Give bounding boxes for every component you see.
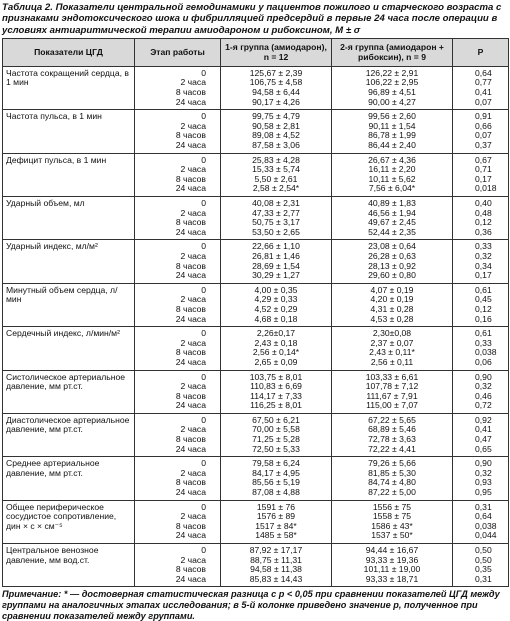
stage-value: 24 часа [175, 226, 206, 237]
stage-value: 24 часа [175, 270, 206, 281]
group1-cell [221, 327, 332, 370]
p-value: 0,12 [475, 217, 492, 228]
group1-value: 47,33 ± 2,77 [252, 207, 300, 218]
parameter-name: Центральное венозное давление, мм вод.ст. [3, 544, 135, 587]
group2-value: 96,89 ± 4,51 [368, 87, 416, 98]
group2-value: 7,56 ± 6,04* [368, 183, 416, 194]
table-row [3, 240, 509, 283]
group2-value: 90,11 ± 1,54 [368, 120, 416, 131]
stage-value: 2 часа [180, 511, 206, 522]
group2-cell [332, 457, 453, 500]
group2-cell [332, 197, 453, 240]
p-value: 0,12 [475, 303, 492, 314]
p-value: 0,64 [475, 511, 492, 522]
parameter-name: Частота пульса, в 1 мин [3, 110, 135, 153]
p-value: 0,038 [475, 520, 497, 531]
group1-cell [221, 370, 332, 413]
stage-value: 2 часа [180, 250, 206, 261]
p-value: 0,31 [475, 501, 492, 512]
group2-value: 106,22 ± 2,95 [365, 77, 419, 88]
stage-value: 2 часа [180, 381, 206, 392]
parameter-name: Общее периферическое сосудистое сопротивление, дин × с × см⁻⁵ [3, 500, 135, 543]
group1-value: 94,58 ± 6,44 [252, 87, 300, 98]
group2-value: 16,11 ± 2,20 [368, 164, 416, 175]
stage-value: 0 [201, 458, 206, 469]
p-value: 0,33 [475, 241, 492, 252]
group1-value: 2,43 ± 0,18 [254, 337, 298, 348]
group1-cell [221, 153, 332, 196]
group1-value: 85,56 ± 5,19 [252, 477, 300, 488]
p-value: 0,95 [475, 487, 492, 498]
group2-value: 103,33 ± 6,61 [365, 371, 419, 382]
group2-cell [332, 283, 453, 326]
table-row [3, 153, 509, 196]
parameter-name: Сердечный индекс, л/мин/м² [3, 327, 135, 370]
group2-cell [332, 500, 453, 543]
stage-cell [135, 457, 221, 500]
group2-value: 67,22 ± 5,65 [368, 414, 416, 425]
parameter-name: Систолическое артериальное давление, мм рт.ст. [3, 370, 135, 413]
group2-value: 2,56 ± 0,11 [370, 356, 414, 367]
group2-value: 52,44 ± 2,35 [368, 226, 416, 237]
group1-cell [221, 197, 332, 240]
p-value: 0,07 [475, 96, 492, 107]
stage-cell [135, 110, 221, 153]
stage-value: 0 [201, 545, 206, 556]
group2-value: 2,30±0,08 [372, 328, 412, 339]
group1-value: 4,00 ± 0,35 [254, 284, 298, 295]
group2-value: 29,60 ± 0,80 [368, 270, 416, 281]
p-value: 0,92 [475, 414, 492, 425]
stage-value: 8 часов [175, 173, 206, 184]
group1-value: 28,69 ± 1,54 [252, 260, 300, 271]
table-row [3, 66, 509, 109]
stage-value: 8 часов [175, 303, 206, 314]
table-row [3, 500, 509, 543]
stage-value: 24 часа [175, 400, 206, 411]
group2-cell [332, 153, 453, 196]
table-row [3, 370, 509, 413]
group1-value: 25,83 ± 4,28 [252, 154, 300, 165]
stage-value: 24 часа [175, 356, 206, 367]
stage-value: 8 часов [175, 130, 206, 141]
stage-value: 0 [201, 67, 206, 78]
p-value: 0,35 [475, 564, 492, 575]
parameter-name: Минутный объем сердца, л/мин [3, 283, 135, 326]
p-value: 0,32 [475, 381, 492, 392]
stage-value: 2 часа [180, 337, 206, 348]
group2-cell [332, 413, 453, 456]
stage-value: 24 часа [175, 530, 206, 541]
header-p: P [453, 38, 509, 66]
p-cell [453, 457, 509, 500]
group1-value: 1591 ± 76 [256, 501, 296, 512]
parameter-name: Дефицит пульса, в 1 мин [3, 153, 135, 196]
p-cell [453, 327, 509, 370]
group2-cell [332, 544, 453, 587]
stage-value: 0 [201, 328, 206, 339]
group2-value: 4,53 ± 0,28 [370, 313, 414, 324]
group1-cell [221, 66, 332, 109]
group1-value: 114,17 ± 7,33 [250, 390, 302, 401]
p-value: 0,90 [475, 458, 492, 469]
header-stage: Этап работы [135, 38, 221, 66]
group2-value: 4,20 ± 0,19 [370, 294, 414, 305]
group1-value: 71,25 ± 5,28 [252, 434, 300, 445]
stage-cell [135, 413, 221, 456]
stage-value: 0 [201, 154, 206, 165]
table-row [3, 327, 509, 370]
group2-value: 87,22 ± 5,00 [368, 487, 416, 498]
p-value: 0,018 [475, 183, 497, 194]
stage-value: 24 часа [175, 487, 206, 498]
group2-value: 26,67 ± 4,36 [368, 154, 416, 165]
group2-value: 1586 ± 43* [371, 520, 413, 531]
p-cell [453, 283, 509, 326]
group2-value: 86,44 ± 2,40 [368, 140, 416, 151]
group1-value: 26,81 ± 1,46 [252, 250, 300, 261]
p-value: 0,044 [475, 530, 497, 541]
p-cell [453, 544, 509, 587]
header-param: Показатели ЦГД [3, 38, 135, 66]
group1-value: 87,92 ± 17,17 [249, 545, 303, 556]
stage-value: 0 [201, 414, 206, 425]
group2-value: 1558 ± 75 [372, 511, 412, 522]
p-value: 0,67 [475, 154, 492, 165]
group2-value: 23,08 ± 0,64 [368, 241, 416, 252]
group1-value: 72,50 ± 5,33 [252, 443, 300, 454]
group1-value: 90,17 ± 4,26 [252, 96, 300, 107]
group1-value: 103,75 ± 8,01 [249, 371, 303, 382]
group2-value: 40,89 ± 1,83 [368, 198, 416, 209]
stage-value: 8 часов [175, 434, 206, 445]
group1-value: 50,75 ± 3,17 [252, 217, 300, 228]
p-value: 0,65 [475, 443, 492, 454]
p-value: 0,72 [475, 400, 492, 411]
stage-value: 0 [201, 284, 206, 295]
header-group2: 2-я группа (амиодарон + рибоксин), n = 9 [332, 38, 453, 66]
group2-cell [332, 110, 453, 153]
group1-value: 40,08 ± 2,31 [252, 198, 300, 209]
p-value: 0,33 [475, 337, 492, 348]
p-value: 0,61 [475, 328, 492, 339]
group2-value: 2,43 ± 0,11* [369, 347, 415, 358]
parameter-name: Ударный объем, мл [3, 197, 135, 240]
table-row [3, 544, 509, 587]
group2-value: 1556 ± 75 [372, 501, 412, 512]
stage-value: 2 часа [180, 554, 206, 565]
stage-value: 2 часа [180, 467, 206, 478]
stage-cell [135, 500, 221, 543]
table-row [3, 110, 509, 153]
parameter-name: Частота сокращений сердца, в 1 мин [3, 66, 135, 109]
group2-value: 84,74 ± 4,80 [368, 477, 416, 488]
group1-value: 94,58 ± 11,38 [250, 564, 302, 575]
p-value: 0,50 [475, 554, 492, 565]
group2-value: 99,56 ± 2,60 [368, 111, 416, 122]
table-row [3, 457, 509, 500]
p-value: 0,41 [475, 424, 492, 435]
parameter-name: Диастолическое артериальное давление, мм рт.ст. [3, 413, 135, 456]
group1-value: 106,75 ± 4,58 [249, 77, 303, 88]
p-value: 0,16 [475, 313, 492, 324]
group2-value: 46,56 ± 1,94 [368, 207, 416, 218]
group1-value: 4,29 ± 0,33 [254, 294, 298, 305]
group1-value: 15,33 ± 5,74 [252, 164, 300, 175]
group1-value: 125,67 ± 2,39 [249, 67, 303, 78]
group2-value: 93,33 ± 19,36 [365, 554, 419, 565]
group1-value: 2,58 ± 2,54* [252, 183, 300, 194]
stage-value: 0 [201, 371, 206, 382]
stage-value: 0 [201, 111, 206, 122]
p-value: 0,41 [475, 87, 492, 98]
stage-value: 8 часов [175, 347, 206, 358]
group2-value: 79,26 ± 5,66 [368, 458, 416, 469]
stage-value: 24 часа [175, 96, 206, 107]
group1-value: 1517 ± 84* [255, 520, 297, 531]
p-value: 0,36 [475, 226, 492, 237]
group1-value: 90,58 ± 2,81 [252, 120, 300, 131]
p-value: 0,06 [475, 356, 492, 367]
p-value: 0,90 [475, 371, 492, 382]
stage-value: 8 часов [175, 477, 206, 488]
group2-value: 93,33 ± 18,71 [365, 573, 419, 584]
group1-value: 22,66 ± 1,10 [252, 241, 300, 252]
group1-value: 110,83 ± 6,69 [250, 381, 302, 392]
group2-value: 94,44 ± 16,67 [365, 545, 419, 556]
stage-value: 24 часа [175, 443, 206, 454]
table-row [3, 413, 509, 456]
group1-value: 116,25 ± 8,01 [250, 400, 302, 411]
table-row [3, 197, 509, 240]
p-value: 0,50 [475, 545, 492, 556]
group1-value: 1576 ± 89 [256, 511, 296, 522]
stage-value: 2 часа [180, 120, 206, 131]
stage-value: 24 часа [175, 183, 206, 194]
group2-cell [332, 240, 453, 283]
group1-value: 53,50 ± 2,65 [252, 226, 300, 237]
group1-value: 87,58 ± 3,06 [252, 140, 300, 151]
group2-value: 72,22 ± 4,41 [368, 443, 416, 454]
p-value: 0,32 [475, 250, 492, 261]
stage-cell [135, 370, 221, 413]
p-value: 0,40 [475, 198, 492, 209]
p-value: 0,47 [475, 434, 492, 445]
header-group1: 1-я группа (амиодарон), n = 12 [221, 38, 332, 66]
stage-cell [135, 66, 221, 109]
p-value: 0,038 [475, 347, 497, 358]
stage-cell [135, 544, 221, 587]
stage-cell [135, 197, 221, 240]
p-value: 0,46 [475, 390, 492, 401]
stage-cell [135, 283, 221, 326]
group2-value: 126,22 ± 2,91 [365, 67, 419, 78]
group2-value: 90,00 ± 4,27 [368, 96, 416, 107]
stage-value: 8 часов [175, 520, 206, 531]
group2-value: 1537 ± 50* [371, 530, 413, 541]
group1-value: 67,50 ± 6,21 [252, 414, 300, 425]
p-value: 0,71 [475, 164, 492, 175]
group2-value: 4,31 ± 0,28 [370, 303, 414, 314]
group1-cell [221, 500, 332, 543]
group2-value: 2,37 ± 0,07 [370, 337, 414, 348]
stage-value: 8 часов [175, 217, 206, 228]
stage-value: 2 часа [180, 294, 206, 305]
group1-value: 99,75 ± 4,79 [252, 111, 300, 122]
group1-value: 5,50 ± 2,61 [254, 173, 298, 184]
p-value: 0,07 [475, 130, 492, 141]
group2-value: 72,78 ± 3,63 [368, 434, 416, 445]
parameter-name: Среднее артериальное давление, мм рт.ст. [3, 457, 135, 500]
group2-value: 4,07 ± 0,19 [370, 284, 414, 295]
group2-cell [332, 66, 453, 109]
group1-value: 1485 ± 58* [255, 530, 297, 541]
group1-value: 2,56 ± 0,14* [252, 347, 300, 358]
stage-value: 0 [201, 241, 206, 252]
stage-value: 8 часов [175, 87, 206, 98]
group1-value: 2,26±0,17 [256, 328, 296, 339]
stage-value: 8 часов [175, 260, 206, 271]
header-row [3, 38, 509, 66]
stage-value: 2 часа [180, 164, 206, 175]
group1-value: 79,58 ± 6,24 [252, 458, 300, 469]
group1-cell [221, 457, 332, 500]
p-value: 0,45 [475, 294, 492, 305]
p-cell [453, 66, 509, 109]
group1-value: 87,08 ± 4,88 [252, 487, 300, 498]
group1-value: 70,00 ± 5,58 [252, 424, 300, 435]
group2-value: 49,67 ± 2,45 [368, 217, 416, 228]
group2-value: 107,78 ± 7,12 [365, 381, 419, 392]
group1-value: 30,29 ± 1,27 [252, 270, 300, 281]
p-value: 0,34 [475, 260, 492, 271]
stage-cell [135, 327, 221, 370]
p-value: 0,17 [475, 270, 492, 281]
p-value: 0,31 [475, 573, 492, 584]
stage-cell [135, 153, 221, 196]
table-note: Примечание: * — достоверная статистическая разница с p < 0,05 при сравнении показателей ЦГД между группами на аналогичных этапах исследования; в 5-й колонке приведено значение p, полученное при сравнении показателей между группами. [2, 589, 500, 621]
group1-value: 2,65 ± 0,09 [254, 356, 298, 367]
stage-value: 24 часа [175, 140, 206, 151]
p-cell [453, 110, 509, 153]
group1-cell [221, 544, 332, 587]
group1-value: 88,75 ± 11,31 [250, 554, 302, 565]
group2-value: 111,67 ± 7,91 [366, 390, 418, 401]
group1-value: 89,08 ± 4,52 [252, 130, 300, 141]
group2-value: 86,78 ± 1,99 [368, 130, 416, 141]
group1-cell [221, 240, 332, 283]
p-value: 0,91 [475, 111, 492, 122]
p-value: 0,64 [475, 67, 492, 78]
group1-value: 4,52 ± 0,29 [254, 303, 298, 314]
group2-cell [332, 370, 453, 413]
group2-value: 26,28 ± 0,63 [368, 250, 416, 261]
p-cell [453, 197, 509, 240]
p-cell [453, 370, 509, 413]
group2-value: 101,11 ± 19,00 [363, 564, 421, 575]
stage-value: 2 часа [180, 77, 206, 88]
group2-cell [332, 327, 453, 370]
stage-value: 2 часа [180, 207, 206, 218]
group2-value: 81,85 ± 5,30 [368, 467, 416, 478]
group1-value: 85,83 ± 14,43 [249, 573, 303, 584]
group2-value: 115,00 ± 7,07 [366, 400, 418, 411]
group1-cell [221, 110, 332, 153]
group2-value: 68,89 ± 5,46 [368, 424, 416, 435]
stage-cell [135, 240, 221, 283]
table-body [3, 66, 509, 587]
stage-value: 24 часа [175, 313, 206, 324]
p-value: 0,48 [475, 207, 492, 218]
stage-value: 8 часов [175, 390, 206, 401]
p-value: 0,66 [475, 120, 492, 131]
p-cell [453, 153, 509, 196]
p-value: 0,37 [475, 140, 492, 151]
table-caption: Таблица 2. Показатели центральной гемодинамики у пациентов пожилого и старческого возраста с признаками эндотоксического шока и фибрилляцией предсердий в первые 24 часа после операции в условиях антиаритмической терапии амиодароном и рибоксином, М ± σ [2, 2, 502, 36]
stage-value: 0 [201, 501, 206, 512]
p-value: 0,17 [475, 173, 492, 184]
group2-value: 28,13 ± 0,92 [368, 260, 416, 271]
hemodynamics-table [2, 38, 509, 588]
group1-value: 4,68 ± 0,18 [254, 313, 298, 324]
p-cell [453, 240, 509, 283]
table-row [3, 283, 509, 326]
group1-cell [221, 283, 332, 326]
p-value: 0,32 [475, 467, 492, 478]
parameter-name: Ударный индекс, мл/м² [3, 240, 135, 283]
group1-cell [221, 413, 332, 456]
stage-value: 8 часов [175, 564, 206, 575]
group2-value: 10,11 ± 5,62 [368, 173, 416, 184]
stage-value: 2 часа [180, 424, 206, 435]
group1-value: 84,17 ± 4,95 [252, 467, 300, 478]
stage-value: 0 [201, 198, 206, 209]
p-value: 0,93 [475, 477, 492, 488]
p-value: 0,61 [475, 284, 492, 295]
p-value: 0,77 [475, 77, 492, 88]
p-cell [453, 413, 509, 456]
stage-value: 24 часа [175, 573, 206, 584]
p-cell [453, 500, 509, 543]
